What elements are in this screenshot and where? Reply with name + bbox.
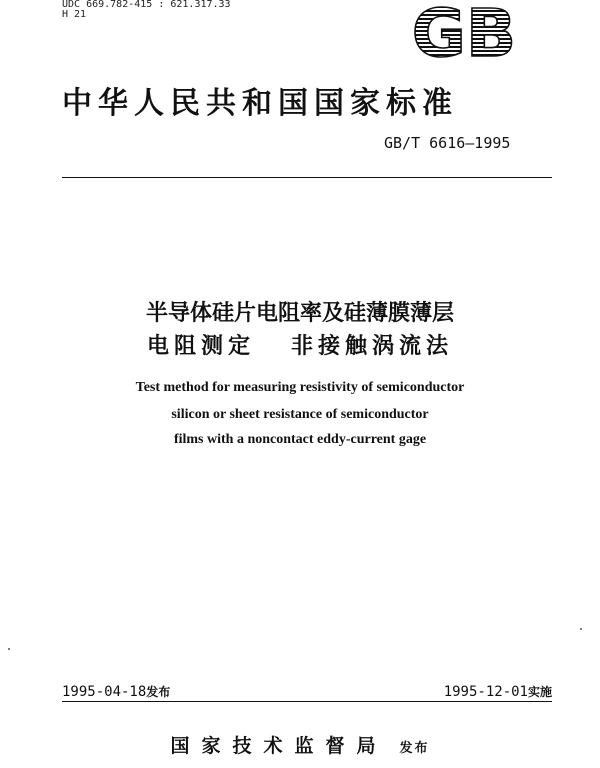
- english-title-line-3: films with a noncontact eddy-current gage: [173, 432, 427, 447]
- classification-codes: [62, 0, 231, 20]
- chinese-title-line-2: [0, 329, 600, 360]
- chinese-title-line-2-part-a: 电阻测定: [146, 334, 255, 359]
- gb-logo: [405, 2, 523, 62]
- english-title-line-2: silicon or sheet resistance of semiconductor: [171, 407, 429, 422]
- scan-speck: [580, 628, 582, 630]
- standard-type-title: 中华人民共和国国家标准: [62, 86, 458, 121]
- bottom-divider: [62, 701, 552, 702]
- ccs-code: H 21: [62, 9, 87, 20]
- udc-code: UDC 669.782-415 : 621.317.33: [62, 0, 231, 10]
- english-title-line-1: Test method for measuring resistivity of semiconductor: [135, 380, 465, 395]
- implementation-date: [444, 683, 552, 700]
- implementation-date-suffix: 实施: [527, 685, 552, 699]
- authority-name: 国家技术监督局: [170, 735, 388, 757]
- chinese-title-line-1: 半导体硅片电阻率及硅薄膜薄层: [145, 301, 454, 326]
- top-divider: [62, 177, 552, 178]
- standard-number: GB/T 6616—1995: [384, 134, 511, 152]
- authority-action: 发布: [399, 741, 430, 756]
- issue-date-value: 1995-04-18: [62, 684, 147, 700]
- scan-speck: [8, 648, 10, 650]
- implementation-date-value: 1995-12-01: [443, 684, 528, 700]
- issuing-authority: [0, 731, 600, 758]
- chinese-title-line-2-part-b: 非接触涡流法: [291, 334, 454, 359]
- issue-date-suffix: 发布: [146, 685, 171, 699]
- gb-logo-text: GB: [411, 2, 517, 62]
- issue-date: [62, 683, 170, 700]
